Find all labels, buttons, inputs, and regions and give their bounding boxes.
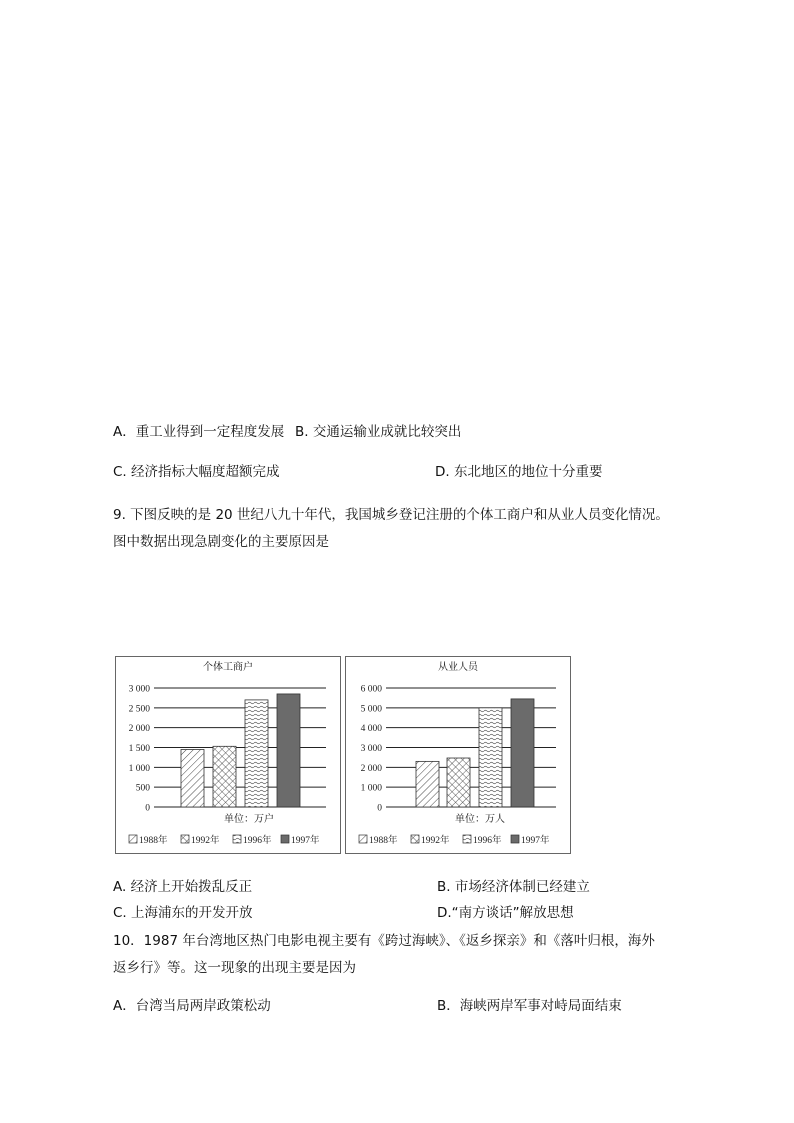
q8-option-a: A．重工业得到一定程度发展 <box>113 424 285 440</box>
q9-option-c: C. 上海浦东的开发开放 <box>113 905 253 921</box>
bar-crosshatch <box>213 746 236 807</box>
q9-option-d: D.“南方谈话”解放思想 <box>437 905 574 921</box>
bar-solid <box>511 699 534 807</box>
y-tick-label: 2 000 <box>360 763 382 774</box>
q9-stem-line1: 9. 下图反映的是 20 世纪八九十年代，我国城乡登记注册的个体工商户和从业人员变化情况。 <box>113 507 669 523</box>
legend-label: 1997年 <box>291 836 320 846</box>
y-tick-label: 4 000 <box>360 724 382 735</box>
legend-label: 1997年 <box>521 836 550 846</box>
q9-stem-line2: 图中数据出现急剧变化的主要原因是 <box>113 534 329 550</box>
legend-swatch <box>233 835 241 843</box>
legend-swatch <box>181 835 189 843</box>
legend-swatch <box>411 835 419 843</box>
q8-option-d: D. 东北地区的地位十分重要 <box>435 464 603 480</box>
q9-option-b: B. 市场经济体制已经建立 <box>437 879 590 895</box>
y-tick-label: 1 500 <box>128 744 150 754</box>
q8-option-c: C. 经济指标大幅度超额完成 <box>113 464 280 480</box>
legend-swatch <box>129 835 137 843</box>
legend-label: 1988年 <box>369 836 398 846</box>
legend-label: 1996年 <box>243 836 272 846</box>
y-tick-label: 5 000 <box>360 704 382 715</box>
legend-label: 1992年 <box>421 836 450 846</box>
q10-option-a: A．台湾当局两岸政策松动 <box>113 998 271 1014</box>
y-tick-label: 2 500 <box>128 704 150 715</box>
y-tick-label: 2 000 <box>128 724 150 735</box>
unit-label: 单位：万人 <box>455 814 505 825</box>
y-tick-label: 0 <box>145 803 150 814</box>
q10-stem-line1: 10．1987 年台湾地区热门电影电视主要有《跨过海峡》、《返乡探亲》和《落叶归根，海外 <box>113 933 655 949</box>
y-tick-label: 1 000 <box>128 763 150 774</box>
legend-label: 1988年 <box>139 836 168 846</box>
bar-dotted <box>245 700 268 807</box>
bar-diagonal-hatch <box>181 749 204 807</box>
chart-households-svg <box>116 657 340 853</box>
legend-swatch <box>511 835 519 843</box>
chart-employees-svg <box>346 657 570 853</box>
legend-swatch <box>359 835 367 843</box>
y-tick-label: 0 <box>377 803 382 814</box>
q8-option-b: B. 交通运输业成就比较突出 <box>295 424 462 440</box>
bar-diagonal-hatch <box>416 761 439 807</box>
unit-label: 单位：万户 <box>224 814 274 825</box>
legend-swatch <box>463 835 471 843</box>
chart-title: 个体工商户 <box>203 662 253 673</box>
y-tick-label: 3 000 <box>128 684 150 695</box>
legend-label: 1996年 <box>473 836 502 846</box>
y-tick-label: 500 <box>135 783 150 794</box>
q10-option-b: B．海峡两岸军事对峙局面结束 <box>437 998 622 1014</box>
chart-households <box>115 656 341 854</box>
y-tick-label: 3 000 <box>360 744 382 754</box>
legend-swatch <box>281 835 289 843</box>
bar-crosshatch <box>447 758 470 807</box>
y-tick-label: 6 000 <box>360 684 382 695</box>
bar-solid <box>277 694 300 807</box>
q10-stem-line2: 返乡行》等。这一现象的出现主要是因为 <box>113 960 356 976</box>
chart-employees <box>345 656 571 854</box>
chart-title: 从业人员 <box>438 662 478 673</box>
legend-label: 1992年 <box>191 836 220 846</box>
bar-dotted <box>479 708 502 807</box>
y-tick-label: 1 000 <box>360 783 382 794</box>
q9-option-a: A. 经济上开始拨乱反正 <box>113 879 253 895</box>
